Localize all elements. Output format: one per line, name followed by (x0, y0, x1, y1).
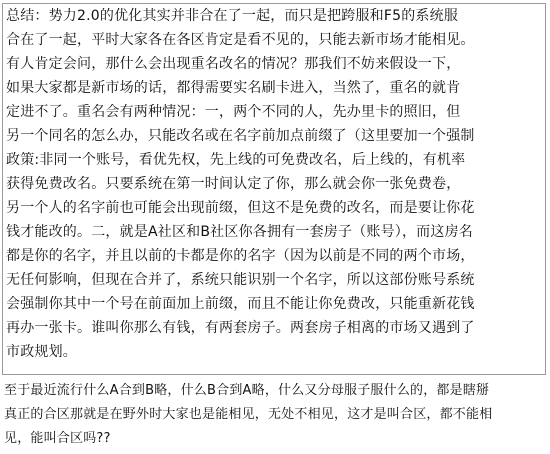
text-line: 无任何影响，但现在合并了，系统只能识别一个名字，所以这部份账号系统 (6, 272, 475, 288)
text-line: 另一个人的名字前也可能会出现前缀，但这不是免费的改名，而是要让你花 (6, 200, 475, 216)
text-line: 见，能叫合区吗?? (4, 431, 111, 446)
text-line: 会强制你其中一个号在前面加上前缀，而且不能让你免费改，只能重新花钱 (6, 296, 475, 312)
text-line: 总结：势力2.0的优化其实并非合在了一起，而只是把跨服和F5的系统服 (6, 8, 459, 24)
text-line: 真正的合区那就是在野外时大家也是能相见，无处不相见，这才是叫合区，都不能相 (4, 407, 493, 422)
text-line: 都是你的名字，并且以前的卡都是你的名字（因为以前是不同的两个市场， (6, 248, 475, 264)
text-line: 另一个同名的怎么办，只能改名或在名字前加点前缀了（这里要加一个强制 (6, 128, 475, 144)
text-line: 钱才能改的。二，就是A社区和B社区你各拥有一套房子（账号），而这房名 (6, 224, 473, 240)
text-line: 定进不了。重名会有两种情况：一，两个不同的人，先办里卡的照旧，但 (6, 104, 461, 120)
text-line: 政策:非同一个账号，看优先权，先上线的可免费改名，后上线的，有机率 (6, 152, 466, 168)
text-line: 获得免费改名。只要系统在第一时间认定了你，那么就会你一张免费卷， (6, 176, 461, 192)
text-line: 合在了一起，平时大家各在各区肯定是看不见的，只能去新市场才能相见。 (6, 32, 475, 48)
text-line: 市政规划。 (6, 344, 77, 360)
text-line: 有人肯定会问，那什么会出现重名改名的情况？那我们不妨来假设一下， (6, 56, 461, 72)
text-line: 再办一张卡。谁叫你那么有钱，有两套房子。两套房子相离的市场又遇到了 (6, 320, 475, 336)
text-line: 至于最近流行什么A合到B略，什么B合到A略，什么又分母服子服什么的，都是瞎掰 (4, 383, 490, 398)
text-line: 如果大家都是新市场的话，都得需要实名刷卡进入，当然了，重名的就肯 (6, 80, 461, 96)
